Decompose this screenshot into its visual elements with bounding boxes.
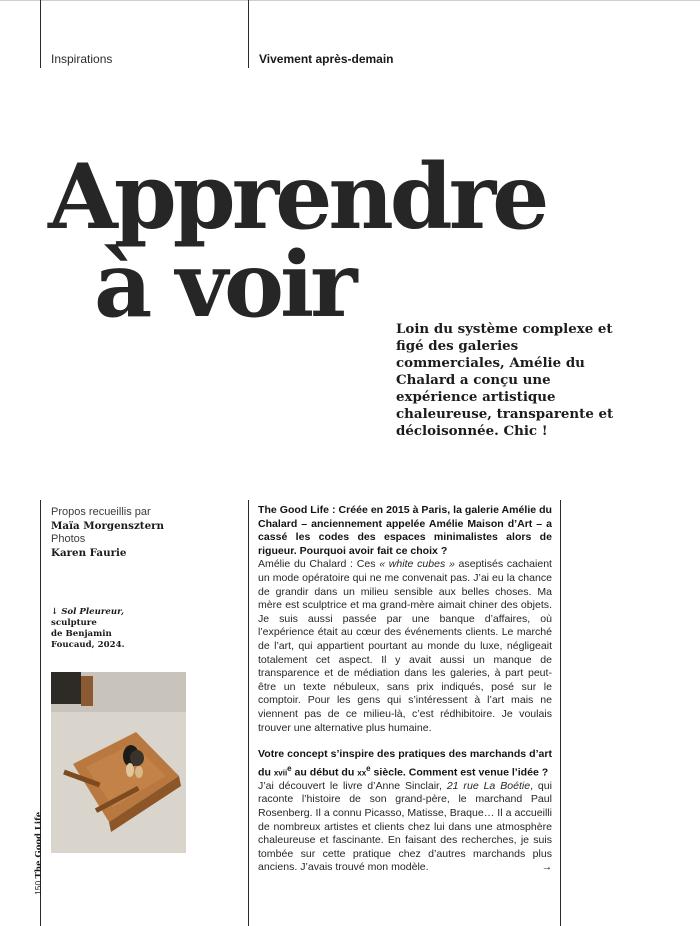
caption-work-title: Sol Pleureur, (61, 607, 124, 617)
caption-line: Foucaud, 2024. (51, 640, 125, 650)
question-1: The Good Life : Créée en 2015 à Paris, la galerie Amélie du Chalard – anciennement appelée Amélie Maison d’Art – a cassé les codes des espaces minimalistes alors de rigueur. Pourquoi avoir fait ce choix ? (258, 504, 552, 557)
standfirst: Loin du système complexe et figé des galeries commerciales, Amélie du Chalard a conçu une expérience artistique chaleureuse, transparente et décloisonnée. Chic ! (396, 321, 614, 439)
question-2: Votre concept s’inspire des pratiques des marchands d’art du xvii$^e$ au début du $xx^e$ siècle. Comment est venue l’idée ? (258, 748, 552, 779)
answer-2: J’ai découvert le livre d’Anne Sinclair, 21 rue La Boétie, qui raconte l’histoire de son grand-père, le marchand Paul Rosenberg. Il a connu Picasso, Matisse, Braque… Il a accueilli de nombreux artistes et clients chez lui dans une atmosphère chaleureuse et fascinante. En faisant des recherches, je suis tombée sur cette pratique chez d’autres marchands plus anciens. J’avais trouvé mon modèle. → (258, 779, 553, 874)
photos-label: Photos (51, 533, 86, 546)
continue-arrow-icon: → (541, 861, 552, 874)
headline-line-1: Apprendre (48, 144, 546, 250)
answer-1: Amélie du Chalard : Ces « white cubes » aseptisés cachaient un mode opératoire qui ne me convenait pas. J’ai eu la chance de grandir dans un milieu sensible aux belles choses. Ma mère est sculptrice et ma grand-mère aimait chiner des objets. Je suis aussi passée par une banque d’affaires, où l’expérience était au cœur des événements clients. Le marché de l’art, qui appartient pourtant au monde du luxe, négligeait totalement cet aspect. Il y avait aussi un manque de transparence et de médiation dans les galeries, à part peut-être un texte nébuleux, sans prix indiqués, posé sur le comptoir. Pour les gens qui s’intéressent à l’art mais ne viennent pas de ce milieu-là, c’est rédhibitoire. Je voulais trouver une alternative plus humaine. (258, 558, 552, 734)
caption-arrow-icon: ↓ (51, 607, 59, 617)
interviewer-name: Maïa Morgensztern (51, 519, 165, 532)
interview-body (258, 504, 552, 875)
sculpture-photo (51, 672, 186, 853)
page-number: 150 (33, 880, 43, 895)
photographer-name: Karen Faurie (51, 546, 127, 559)
photo-caption (51, 607, 125, 651)
rule-col-mid (248, 500, 249, 926)
section-label: Vivement après-demain (259, 52, 394, 66)
magazine-brand: The Good Life (34, 811, 44, 879)
interview-label: Propos recueillis par (51, 506, 151, 518)
headline-line-2: à voir (94, 232, 354, 338)
caption-line: de Benjamin (51, 629, 112, 639)
caption-line: sculpture (51, 618, 97, 628)
credits (51, 506, 164, 560)
rule-col-right (560, 500, 561, 926)
rubric-label: Inspirations (51, 52, 113, 66)
page-folio (33, 812, 44, 895)
rule-header-mid (248, 0, 249, 68)
rule-header-left (40, 0, 41, 68)
page-top-edge (0, 0, 700, 1)
